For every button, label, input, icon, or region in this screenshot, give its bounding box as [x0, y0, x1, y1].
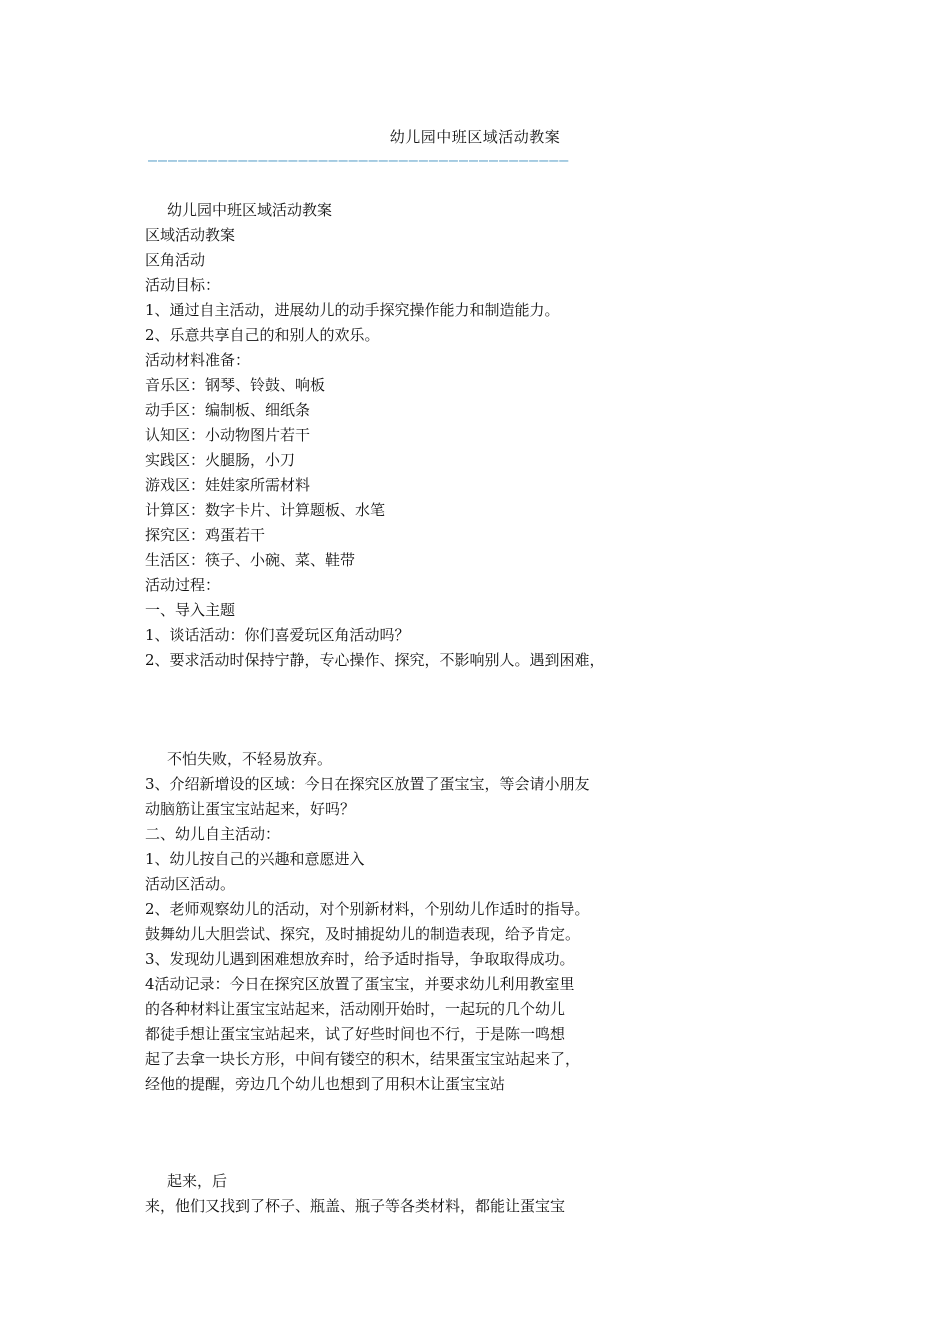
- text-block-1: [145, 198, 665, 673]
- text-line: 区域活动教案: [145, 226, 236, 244]
- text-line: 游戏区：娃娃家所需材料: [145, 476, 311, 494]
- title-underline-divider: ——————————————————————————————————————————: [148, 151, 570, 169]
- text-line: 活动目标：: [145, 276, 221, 294]
- text-line: 2、老师观察幼儿的活动，对个别新材料，个别幼儿作适时的指导。: [145, 900, 590, 918]
- text-line: 音乐区：钢琴、铃鼓、响板: [145, 376, 326, 394]
- text-line: 动脑筋让蛋宝宝站起来，好吗？: [145, 800, 356, 818]
- text-line: 计算区：数字卡片、计算题板、水笔: [145, 501, 386, 519]
- text-line: 4活动记录：今日在探究区放置了蛋宝宝，并要求幼儿利用教室里: [145, 975, 575, 993]
- page-title: 幼儿园中班区域活动教案: [389, 128, 561, 146]
- text-line: 活动区活动。: [145, 875, 236, 893]
- text-line: 1、幼儿按自己的兴趣和意愿进入: [145, 850, 365, 868]
- text-line: 2、要求活动时保持宁静，专心操作、探究，不影响别人。遇到困难，: [145, 651, 605, 669]
- text-line: 活动材料准备：: [145, 351, 251, 369]
- text-line: 3、介绍新增设的区域：今日在探究区放置了蛋宝宝，等会请小朋友: [145, 775, 590, 793]
- text-line: 起来，后: [167, 1172, 228, 1190]
- text-line: 的各种材料让蛋宝宝站起来，活动刚开始时，一起玩的几个幼儿: [145, 1000, 566, 1018]
- text-block-3: [145, 1169, 665, 1219]
- text-line: 探究区：鸡蛋若干: [145, 526, 266, 544]
- text-line: 鼓舞幼儿大胆尝试、探究，及时捕捉幼儿的制造表现，给予肯定。: [145, 925, 581, 943]
- text-line: 活动过程：: [145, 576, 221, 594]
- text-line: 经他的提醒，旁边几个幼儿也想到了用积木让蛋宝宝站: [145, 1075, 506, 1093]
- text-line: 认知区：小动物图片若干: [145, 426, 311, 444]
- text-line: 实践区：火腿肠，小刀: [145, 451, 296, 469]
- text-line: 区角活动: [145, 251, 206, 269]
- text-line: 二、幼儿自主活动：: [145, 825, 281, 843]
- text-block-2: [145, 747, 665, 1097]
- text-line: 一、导入主题: [145, 601, 236, 619]
- text-line: 1、通过自主活动，进展幼儿的动手探究操作能力和制造能力。: [145, 301, 560, 319]
- doc-heading: 幼儿园中班区域活动教案: [167, 201, 333, 219]
- text-line: 1、谈话活动：你们喜爱玩区角活动吗？: [145, 626, 410, 644]
- text-line: 都徒手想让蛋宝宝站起来，试了好些时间也不行，于是陈一鸣想: [145, 1025, 566, 1043]
- text-line: 不怕失败，不轻易放弃。: [167, 750, 333, 768]
- text-line: 3、发现幼儿遇到困难想放弃时，给予适时指导，争取取得成功。: [145, 950, 575, 968]
- text-line: 起了去拿一块长方形，中间有镂空的积木，结果蛋宝宝站起来了，: [145, 1050, 581, 1068]
- text-line: 来，他们又找到了杯子、瓶盖、瓶子等各类材料，都能让蛋宝宝: [145, 1197, 566, 1215]
- text-line: 2、乐意共享自己的和别人的欢乐。: [145, 326, 380, 344]
- text-line: 动手区：编制板、细纸条: [145, 401, 311, 419]
- text-line: 生活区：筷子、小碗、菜、鞋带: [145, 551, 356, 569]
